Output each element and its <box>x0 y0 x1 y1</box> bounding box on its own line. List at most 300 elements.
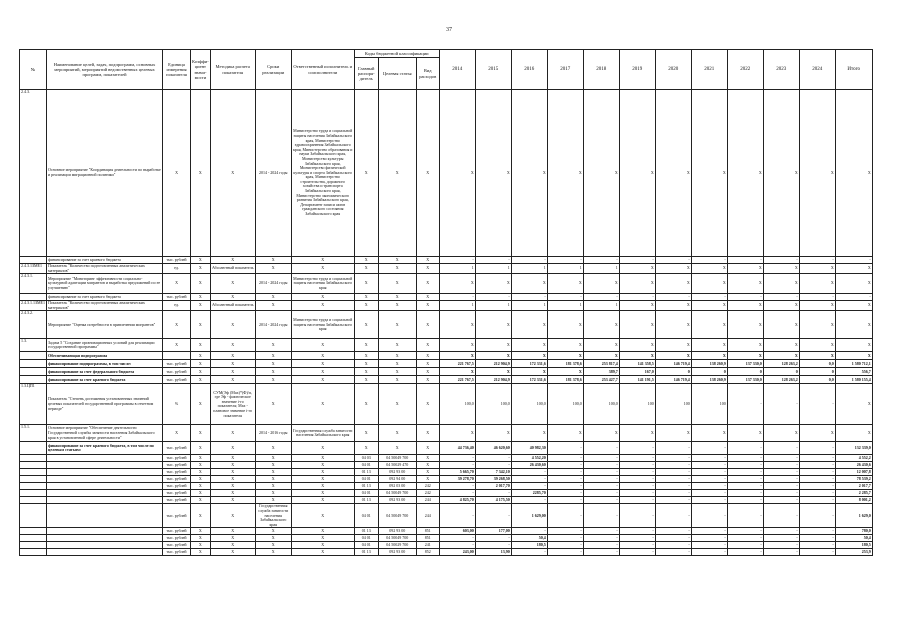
row-method: X <box>210 549 255 556</box>
year-value-cell: - <box>763 476 799 483</box>
row-name <box>47 469 163 476</box>
table-row <box>20 360 873 368</box>
row-name: финансирование за счет краевого бюджета <box>47 257 163 264</box>
year-value-cell: 253 427,7 <box>583 376 619 384</box>
row-method: X <box>210 528 255 535</box>
row-method: X <box>210 504 255 528</box>
row-number <box>20 528 47 535</box>
row-main-manager: 04 01 <box>354 504 378 528</box>
row-number <box>20 504 47 528</box>
year-value-cell: - <box>763 497 799 504</box>
year-value-cell: - <box>619 462 655 469</box>
row-coef: X <box>191 384 211 425</box>
year-value-cell: X <box>439 274 475 294</box>
year-value-cell: 1 <box>547 264 583 274</box>
row-executor: X <box>291 497 354 504</box>
year-value-cell: 221 767,5 <box>439 376 475 384</box>
year-value-cell: 0 <box>727 368 763 376</box>
row-term: X <box>255 442 291 455</box>
row-term: X <box>255 483 291 490</box>
row-executor: X <box>291 360 354 368</box>
year-value-cell: - <box>691 462 727 469</box>
year-value-cell: - <box>547 469 583 476</box>
year-value-cell: - <box>583 462 619 469</box>
row-term: X <box>255 301 291 311</box>
year-value-cell: 137 330,0 <box>727 360 763 368</box>
table-row <box>20 462 873 469</box>
row-executor: X <box>291 384 354 425</box>
row-main-manager: 04 01 <box>354 535 378 542</box>
row-name: Обеспечивающая подпрограмма <box>47 352 163 360</box>
header-year: 2019 <box>619 50 655 90</box>
row-name <box>47 535 163 542</box>
table-row <box>20 274 873 294</box>
row-unit: тыс. рублей <box>163 476 191 483</box>
year-value-cell: - <box>691 542 727 549</box>
year-value-cell: - <box>799 490 835 497</box>
year-value-cell: X <box>475 352 511 360</box>
row-method: X <box>210 360 255 368</box>
row-main-manager: X <box>354 368 378 376</box>
year-value-cell: 100,0 <box>547 384 583 425</box>
row-term: X <box>255 476 291 483</box>
year-value-cell: - <box>583 497 619 504</box>
year-value-cell: - <box>691 504 727 528</box>
row-coef: X <box>191 90 211 257</box>
year-value-cell: 7 342,10 <box>475 469 511 476</box>
row-expense-type: X <box>416 257 439 264</box>
year-value-cell: 100 <box>655 384 691 425</box>
year-value-cell: - <box>583 442 619 455</box>
row-number: 2.4.3.1. <box>20 274 47 294</box>
year-value-cell: - <box>691 549 727 556</box>
year-value-cell: X <box>619 90 655 257</box>
year-value-cell: 13,90 <box>475 549 511 556</box>
year-value-cell: X <box>727 301 763 311</box>
row-name: финансирование подпрограммы, в том числе: <box>47 360 163 368</box>
row-number <box>20 483 47 490</box>
row-total: 780,0 <box>835 528 872 535</box>
table-row <box>20 352 873 360</box>
year-value-cell: - <box>547 476 583 483</box>
year-value-cell: X <box>511 274 547 294</box>
row-unit <box>163 352 191 360</box>
row-expense-type: X <box>416 376 439 384</box>
row-target-article: X <box>378 352 416 360</box>
row-expense-type: 852 <box>416 549 439 556</box>
year-value-cell: X <box>763 311 799 339</box>
year-value-cell: X <box>475 339 511 352</box>
year-value-cell: 4 175,50 <box>475 497 511 504</box>
year-value-cell: X <box>583 90 619 257</box>
row-expense-type: X <box>416 455 439 462</box>
year-value-cell: - <box>547 528 583 535</box>
year-value-cell: - <box>655 535 691 542</box>
row-main-manager: X <box>354 442 378 455</box>
table-row <box>20 311 873 339</box>
year-value-cell: X <box>799 425 835 442</box>
row-coef: X <box>191 497 211 504</box>
year-value-cell: 141 358,5 <box>619 360 655 368</box>
year-value-cell: - <box>799 528 835 535</box>
row-number <box>20 535 47 542</box>
row-main-manager: X <box>354 311 378 339</box>
year-value-cell: X <box>583 425 619 442</box>
table-row <box>20 528 873 535</box>
year-value-cell: X <box>583 274 619 294</box>
table-row <box>20 469 873 476</box>
year-value-cell: - <box>727 462 763 469</box>
year-value-cell: 1 <box>583 264 619 274</box>
year-value-cell: - <box>547 483 583 490</box>
row-term: X <box>255 360 291 368</box>
row-number <box>20 455 47 462</box>
year-value-cell: - <box>799 542 835 549</box>
table-row <box>20 425 873 442</box>
header-year: 2021 <box>691 50 727 90</box>
row-unit: тыс. рублей <box>163 535 191 542</box>
row-executor: X <box>291 542 354 549</box>
row-number: 1.3. <box>20 339 47 352</box>
row-target-article: 092 93 00 <box>378 469 416 476</box>
row-main-manager: X <box>354 301 378 311</box>
year-value-cell: - <box>511 549 547 556</box>
year-value-cell: - <box>655 476 691 483</box>
row-number: 1.5.1. <box>20 425 47 442</box>
row-total: X <box>835 264 872 274</box>
year-value-cell: 212 904,9 <box>475 360 511 368</box>
year-value-cell: - <box>727 535 763 542</box>
year-value-cell: 39 268,50 <box>475 476 511 483</box>
header-year: 2023 <box>763 50 799 90</box>
year-value-cell: X <box>655 352 691 360</box>
year-value-cell: X <box>727 90 763 257</box>
table-row <box>20 483 873 490</box>
row-executor: X <box>291 483 354 490</box>
row-target-article: X <box>378 311 416 339</box>
year-value-cell: - <box>655 442 691 455</box>
row-main-manager: 04 01 <box>354 476 378 483</box>
year-value-cell: X <box>511 352 547 360</box>
year-value-cell: X <box>475 368 511 376</box>
row-main-manager: 04 03 <box>354 455 378 462</box>
year-value-cell: - <box>763 549 799 556</box>
row-executor: X <box>291 368 354 376</box>
year-value-cell: 1 <box>511 301 547 311</box>
row-term: X <box>255 264 291 274</box>
header-year: 2014 <box>439 50 475 90</box>
header-coef: Коэффи-циент значи-мости <box>191 50 211 90</box>
row-coef: X <box>191 476 211 483</box>
row-expense-type: X <box>416 339 439 352</box>
year-value-cell: - <box>655 257 691 264</box>
year-value-cell: - <box>619 490 655 497</box>
year-value-cell: - <box>583 490 619 497</box>
row-executor: X <box>291 549 354 556</box>
year-value-cell: X <box>727 274 763 294</box>
row-coef: X <box>191 376 211 384</box>
row-method: X <box>210 90 255 257</box>
row-target-article: X <box>378 257 416 264</box>
row-main-manager: 04 01 <box>354 490 378 497</box>
year-value-cell: - <box>619 442 655 455</box>
year-value-cell: X <box>475 311 511 339</box>
row-unit: тыс. рублей <box>163 360 191 368</box>
row-unit: тыс. рублей <box>163 549 191 556</box>
year-value-cell: 146 719,4 <box>655 376 691 384</box>
header-budget-codes: Коды бюджетной классификации <box>354 50 439 58</box>
table-row <box>20 264 873 274</box>
row-expense-type: 244 <box>416 497 439 504</box>
year-value-cell: - <box>619 455 655 462</box>
year-value-cell: X <box>799 264 835 274</box>
year-value-cell: - <box>583 535 619 542</box>
year-value-cell: 146 719,4 <box>655 360 691 368</box>
row-name <box>47 528 163 535</box>
year-value-cell: - <box>511 257 547 264</box>
year-value-cell: X <box>439 311 475 339</box>
year-value-cell: X <box>475 274 511 294</box>
row-expense-type: X <box>416 360 439 368</box>
year-value-cell: - <box>799 442 835 455</box>
year-value-cell: 1 <box>547 301 583 311</box>
year-value-cell: X <box>763 301 799 311</box>
year-value-cell: X <box>619 311 655 339</box>
year-value-cell: - <box>799 469 835 476</box>
row-name: Мероприятие "Мониторинг эффективности социально-культурной адаптации мигрантов и выработка предложений по ее улучшению" <box>47 274 163 294</box>
year-value-cell: - <box>691 497 727 504</box>
year-value-cell: X <box>439 368 475 376</box>
row-term: 2014 - 2016 годы <box>255 425 291 442</box>
row-target-article: 092 93 00 <box>378 497 416 504</box>
row-expense-type: 244 <box>416 504 439 528</box>
header-name: Наименование целей, задач, подпрограмм, основных мероприятий, мероприятий ведомственных целевых программ, показателей <box>47 50 163 90</box>
row-term: X <box>255 257 291 264</box>
row-main-manager: X <box>354 384 378 425</box>
year-value-cell: - <box>619 294 655 301</box>
year-value-cell: - <box>619 257 655 264</box>
row-expense-type: X <box>416 274 439 294</box>
row-target-article: 092 94 00 <box>378 476 416 483</box>
row-expense-type: 242 <box>416 490 439 497</box>
year-value-cell: - <box>547 497 583 504</box>
year-value-cell: - <box>727 549 763 556</box>
year-value-cell: - <box>583 294 619 301</box>
row-target-article: X <box>378 301 416 311</box>
row-name: финансирование за счет краевого бюджета, в том числе по целевым статьям: <box>47 442 163 455</box>
row-unit: тыс. рублей <box>163 376 191 384</box>
row-unit: тыс. рублей <box>163 294 191 301</box>
row-total: X <box>835 311 872 339</box>
row-number <box>20 360 47 368</box>
year-value-cell: - <box>547 490 583 497</box>
row-unit: X <box>163 339 191 352</box>
year-value-cell: - <box>763 294 799 301</box>
year-value-cell: - <box>727 542 763 549</box>
row-executor: X <box>291 476 354 483</box>
year-value-cell: - <box>691 476 727 483</box>
row-term: X <box>255 294 291 301</box>
year-value-cell: 1 629,00 <box>511 504 547 528</box>
year-value-cell: 180,5 <box>511 542 547 549</box>
row-coef: X <box>191 274 211 294</box>
row-main-manager: X <box>354 257 378 264</box>
year-value-cell: X <box>655 264 691 274</box>
year-value-cell: X <box>619 352 655 360</box>
row-name <box>47 542 163 549</box>
row-name: финансирование за счет краевого бюджета <box>47 294 163 301</box>
year-value-cell: 0 <box>763 368 799 376</box>
row-coef: X <box>191 469 211 476</box>
year-value-cell: - <box>619 549 655 556</box>
year-value-cell: 0,0 <box>799 376 835 384</box>
row-executor: Министерство труда и социальной защиты населения Забайкальского края, Министерство здравоохранения Забайкальского края, Министерство образования и науки Забайкальского края, Министерство культуры Забайкальского края, Министерство физической культуры и спорта Забайкальского края, Министерство строительства, дорожного хозяйства и транспорта Забайкальского края, Министерство экономического развития Забайкальского края, Департамент записи актов гражданского состояния Забайкальского края <box>291 90 354 257</box>
year-value-cell: - <box>547 257 583 264</box>
row-term: Государственная служба занятости населения Забайкальского края <box>255 504 291 528</box>
year-value-cell: - <box>727 528 763 535</box>
year-value-cell: - <box>511 483 547 490</box>
row-method: X <box>210 497 255 504</box>
row-expense-type: X <box>416 294 439 301</box>
year-value-cell: X <box>583 311 619 339</box>
year-value-cell: 100 <box>619 384 655 425</box>
year-value-cell: - <box>583 483 619 490</box>
row-method: X <box>210 352 255 360</box>
year-value-cell: - <box>727 469 763 476</box>
year-value-cell: 100 <box>691 384 727 425</box>
row-number <box>20 257 47 264</box>
year-value-cell: - <box>763 455 799 462</box>
year-value-cell: X <box>727 311 763 339</box>
row-term: X <box>255 384 291 425</box>
year-value-cell: - <box>583 257 619 264</box>
table-row <box>20 535 873 542</box>
year-value-cell: X <box>655 311 691 339</box>
header-year: 2015 <box>475 50 511 90</box>
row-unit: тыс. рублей <box>163 455 191 462</box>
year-value-cell: - <box>583 476 619 483</box>
row-unit: X <box>163 311 191 339</box>
row-coef: X <box>191 360 211 368</box>
year-value-cell: - <box>691 455 727 462</box>
page-number: 37 <box>446 27 452 33</box>
row-total: 253,9 <box>835 549 872 556</box>
row-term: X <box>255 549 291 556</box>
row-method: Абсолютный показатель <box>210 301 255 311</box>
year-value-cell: X <box>619 339 655 352</box>
row-method: X <box>210 274 255 294</box>
year-value-cell: - <box>727 257 763 264</box>
year-value-cell: X <box>763 339 799 352</box>
row-executor: X <box>291 339 354 352</box>
row-target-article: 092 93 00 <box>378 528 416 535</box>
row-name: Задача 5 "Создание организационных условий для реализации государственной программы" <box>47 339 163 352</box>
row-executor: X <box>291 455 354 462</box>
year-value-cell: 44 736,40 <box>439 442 475 455</box>
year-value-cell: X <box>727 425 763 442</box>
row-executor: X <box>291 442 354 455</box>
year-value-cell: X <box>727 264 763 274</box>
year-value-cell: - <box>799 535 835 542</box>
row-coef: X <box>191 301 211 311</box>
row-target-article: X <box>378 442 416 455</box>
year-value-cell: 4 825,70 <box>439 497 475 504</box>
row-target-article: X <box>378 384 416 425</box>
row-term: X <box>255 469 291 476</box>
header-year: 2024 <box>799 50 835 90</box>
row-expense-type: X <box>416 462 439 469</box>
row-method: X <box>210 483 255 490</box>
row-coef: X <box>191 542 211 549</box>
year-value-cell: - <box>763 504 799 528</box>
year-value-cell: - <box>655 294 691 301</box>
year-value-cell: - <box>619 476 655 483</box>
row-coef: X <box>191 339 211 352</box>
row-number <box>20 542 47 549</box>
year-value-cell: - <box>511 469 547 476</box>
year-value-cell: - <box>799 294 835 301</box>
row-term: X <box>255 368 291 376</box>
year-value-cell: - <box>727 294 763 301</box>
row-coef: X <box>191 490 211 497</box>
year-value-cell: 389,7 <box>583 368 619 376</box>
row-target-article: 092 03 00 <box>378 483 416 490</box>
year-value-cell: - <box>475 504 511 528</box>
row-number <box>20 469 47 476</box>
row-unit: тыс. рублей <box>163 497 191 504</box>
year-value-cell: 0 <box>691 368 727 376</box>
year-value-cell: 167,0 <box>619 368 655 376</box>
row-total: 1 580 712,1 <box>835 360 872 368</box>
row-expense-type: X <box>416 476 439 483</box>
year-value-cell: - <box>691 535 727 542</box>
row-target-article: X <box>378 360 416 368</box>
row-method: X <box>210 425 255 442</box>
year-value-cell: - <box>799 483 835 490</box>
year-value-cell: - <box>619 469 655 476</box>
year-value-cell: X <box>799 274 835 294</box>
row-method: X <box>210 490 255 497</box>
year-value-cell: - <box>439 483 475 490</box>
year-value-cell: 0 <box>655 368 691 376</box>
row-term: 2014 - 2024 годы <box>255 311 291 339</box>
row-main-manager: 01 13 <box>354 483 378 490</box>
year-value-cell: - <box>475 294 511 301</box>
row-main-manager: 01 13 <box>354 528 378 535</box>
row-target-article: X <box>378 368 416 376</box>
row-name: Основное мероприятие "Координация деятельности по выработке и реализации миграционной политики" <box>47 90 163 257</box>
row-target-article: 092 93 00 <box>378 549 416 556</box>
program-table <box>19 49 873 556</box>
row-main-manager: X <box>354 264 378 274</box>
row-term: X <box>255 352 291 360</box>
row-expense-type: X <box>416 301 439 311</box>
row-number: 2.4.3.1.1ЗМЕ1 <box>20 301 47 311</box>
row-term: 2014 - 2024 годы <box>255 90 291 257</box>
row-term: 2014 - 2024 годы <box>255 274 291 294</box>
row-unit: тыс. рублей <box>163 462 191 469</box>
row-number: 1.3.ЦП1 <box>20 384 47 425</box>
row-main-manager: X <box>354 352 378 360</box>
table-row <box>20 90 873 257</box>
year-value-cell: - <box>583 455 619 462</box>
year-value-cell: - <box>619 542 655 549</box>
row-expense-type: 241 <box>416 542 439 549</box>
row-total: 26 430,6 <box>835 462 872 469</box>
year-value-cell: X <box>763 352 799 360</box>
year-value-cell: 0 <box>799 368 835 376</box>
table-row <box>20 384 873 425</box>
